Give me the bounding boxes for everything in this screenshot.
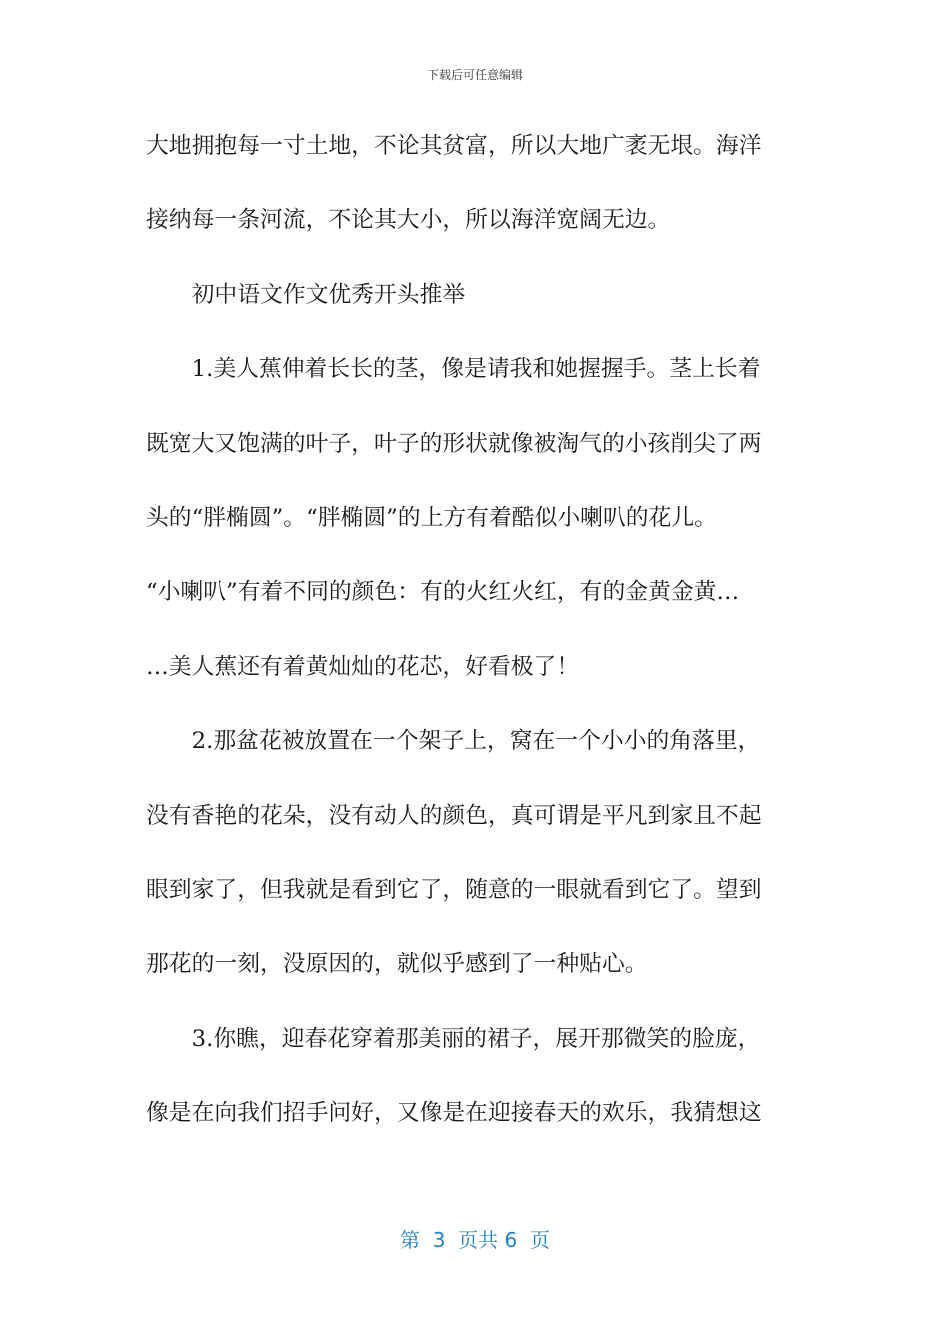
page-header: 下载后可任意编辑 (426, 68, 523, 82)
text-line: 既宽大又饱满的叶子，叶子的形状就像被淘气的小孩削尖了两 (146, 430, 762, 457)
text-line: 没有香艳的花朵，没有动人的颜色，真可谓是平凡到家且不起 (146, 802, 762, 829)
text-line: …美人蕉还有着黄灿灿的花芯，好看极了！ (146, 653, 580, 680)
page-number-footer: 第 3 页共 6 页 (400, 1228, 550, 1252)
text-line: 那花的一刻，没原因的，就似乎感到了一种贴心。 (146, 951, 648, 978)
text-line: 2.那盆花被放置在一个架子上，窝在一个小小的角落里， (146, 728, 761, 755)
section-heading: 初中语文作文优秀开头推举 (146, 281, 466, 308)
text-line: 3.你瞧，迎春花穿着那美丽的裙子，展开那微笑的脸庞， (146, 1025, 761, 1052)
text-line: 眼到家了，但我就是看到它了，随意的一眼就看到它了。望到 (146, 876, 762, 903)
document-body (146, 122, 794, 1163)
text-line: 头的“胖椭圆”。“胖椭圆”的上方有着酷似小喇叭的花儿。 (146, 504, 717, 531)
text-line: 接纳每一条河流，不论其大小，所以海洋宽阔无边。 (146, 207, 671, 234)
text-line: 像是在向我们招手问好，又像是在迎接春天的欢乐，我猜想这 (146, 1100, 762, 1127)
text-line: “小喇叭”有着不同的颜色：有的火红火红，有的金黄金黄… (146, 579, 740, 606)
text-line: 1.美人蕉伸着长长的茎，像是请我和她握握手。茎上长着 (146, 356, 761, 383)
text-line: 大地拥抱每一寸土地，不论其贫富，所以大地广袤无垠。海洋 (146, 133, 762, 159)
